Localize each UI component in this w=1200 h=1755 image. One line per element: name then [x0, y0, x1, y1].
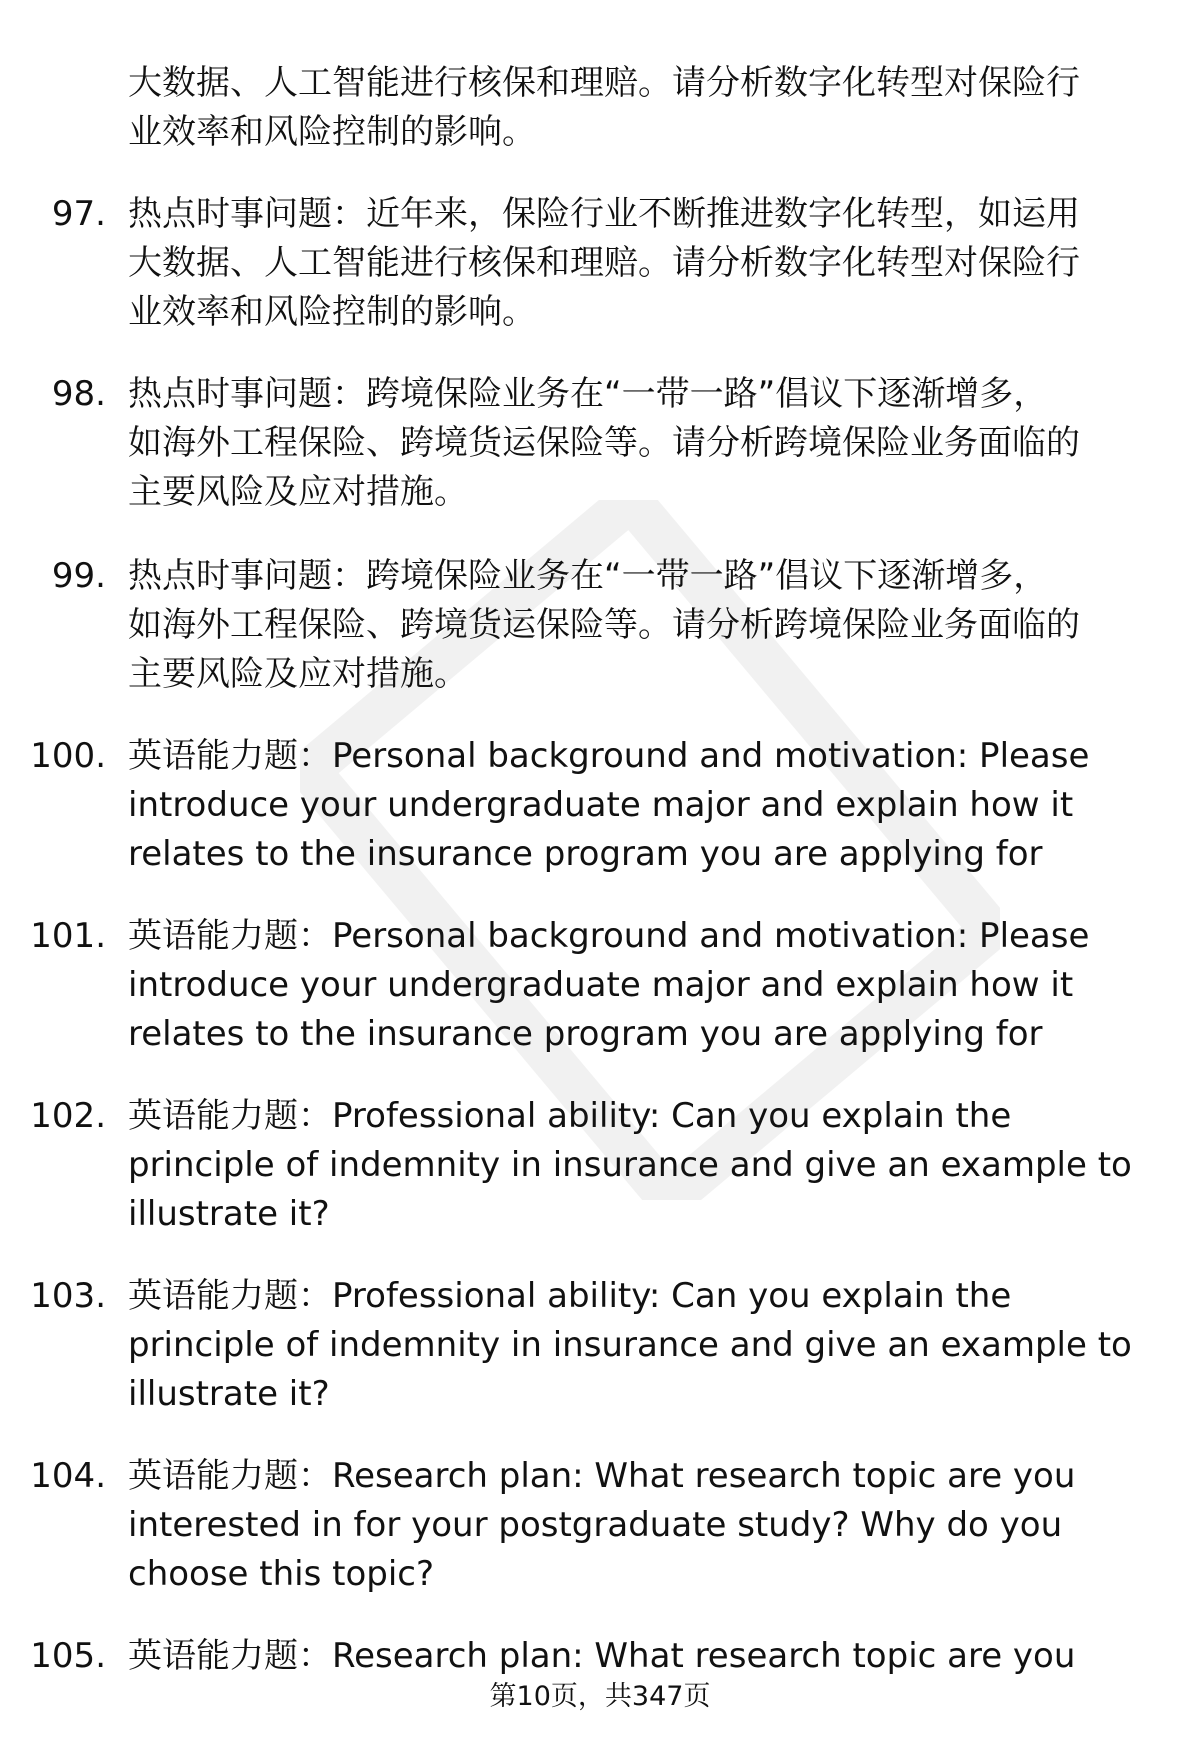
question-line: 英语能力题：Personal background and motivation: Please: [128, 736, 1090, 776]
question-number: 105.: [30, 1636, 106, 1676]
question-line: 热点时事问题：跨境保险业务在“一带一路”倡议下逐渐增多，: [128, 374, 1048, 414]
question-line: 主要风险及应对措施。: [128, 472, 468, 512]
question-number: 100.: [30, 736, 106, 776]
question-text: [128, 912, 1178, 1059]
question-line: 大数据、人工智能进行核保和理赔。请分析数字化转型对保险行: [128, 243, 1080, 283]
question-text: [128, 1272, 1178, 1419]
question-text: [128, 552, 1178, 699]
question-number: 104.: [30, 1456, 106, 1496]
question-text: [128, 370, 1178, 517]
question-line: 英语能力题：Professional ability: Can you explain the: [128, 1096, 1012, 1136]
question-text: [128, 1452, 1178, 1599]
question-number: 103.: [30, 1276, 106, 1316]
question-text: [128, 1092, 1178, 1239]
question-line: principle of indemnity in insurance and give an example to: [128, 1325, 1132, 1365]
question-line: principle of indemnity in insurance and give an example to: [128, 1145, 1132, 1185]
question-line: introduce your undergraduate major and explain how it: [128, 965, 1074, 1005]
question-line: introduce your undergraduate major and explain how it: [128, 785, 1074, 825]
question-line: 如海外工程保险、跨境货运保险等。请分析跨境保险业务面临的: [128, 605, 1080, 645]
question-number: 99.: [51, 556, 106, 596]
question-line: 英语能力题：Research plan: What research topic are you: [128, 1636, 1076, 1676]
question-line: 如海外工程保险、跨境货运保险等。请分析跨境保险业务面临的: [128, 423, 1080, 463]
question-line: 热点时事问题：近年来，保险行业不断推进数字化转型，如运用: [128, 194, 1080, 234]
question-text: [128, 190, 1178, 337]
question-number: 97.: [51, 194, 106, 234]
question-line: 大数据、人工智能进行核保和理赔。请分析数字化转型对保险行: [128, 63, 1080, 103]
question-line: 英语能力题：Research plan: What research topic are you: [128, 1456, 1076, 1496]
page-footer: 第10页，共347页: [489, 1681, 711, 1712]
question-number: 98.: [51, 374, 106, 414]
question-line: 英语能力题：Professional ability: Can you explain the: [128, 1276, 1012, 1316]
question-line: illustrate it?: [128, 1374, 330, 1414]
question-text: [128, 1632, 1178, 1681]
question-line: choose this topic?: [128, 1554, 435, 1594]
question-line: illustrate it?: [128, 1194, 330, 1234]
question-text: [128, 59, 1178, 157]
question-line: 热点时事问题：跨境保险业务在“一带一路”倡议下逐渐增多，: [128, 556, 1048, 596]
question-line: relates to the insurance program you are applying for: [128, 834, 1043, 874]
question-number: 101.: [30, 916, 106, 956]
question-line: 英语能力题：Personal background and motivation: Please: [128, 916, 1090, 956]
question-line: 业效率和风险控制的影响。: [128, 292, 536, 332]
question-line: 主要风险及应对措施。: [128, 654, 468, 694]
question-text: [128, 732, 1178, 879]
question-line: 业效率和风险控制的影响。: [128, 112, 536, 152]
question-line: relates to the insurance program you are applying for: [128, 1014, 1043, 1054]
question-line: interested in for your postgraduate study? Why do you: [128, 1505, 1063, 1545]
question-number: 102.: [30, 1096, 106, 1136]
